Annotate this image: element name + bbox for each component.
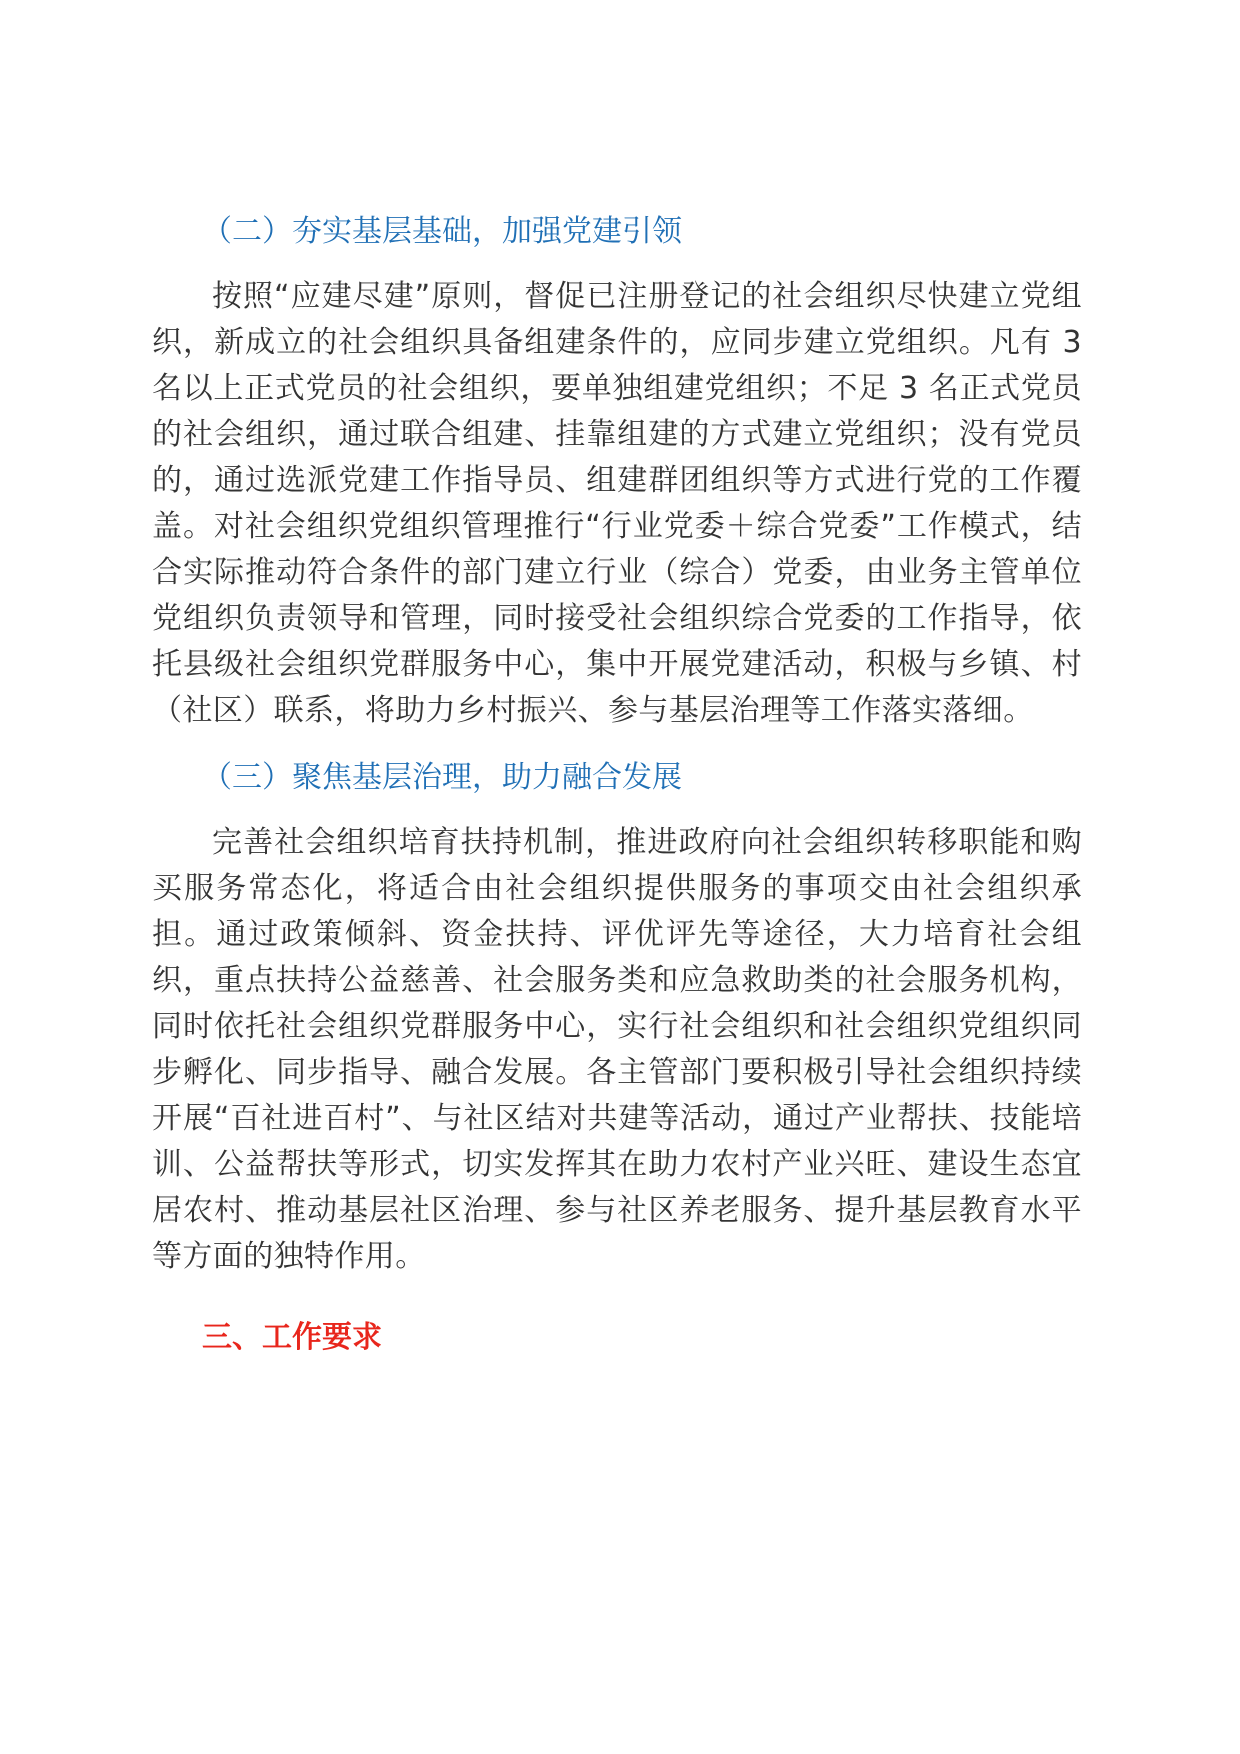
section-3-paragraph: 完善社会组织培育扶持机制，推进政府向社会组织转移职能和购买服务常态化，将适合由社会组织提供服务的事项交由社会组织承担。通过政策倾斜、资金扶持、评优评先等途径，大力培育社会组织，重点扶持公益慈善、社会服务类和应急救助类的社会服务机构，同时依托社会组织党群服务中心，实行社会组织和社会组织党组织同步孵化、同步指导、融合发展。各主管部门要积极引导社会组织持续开展“百社进百村”、与社区结对共建等活动，通过产业帮扶、技能培训、公益帮扶等形式，切实发挥其在助力农村产业兴旺、建设生态宜居农村、推动基层社区治理、参与社区养老服务、提升基层教育水平等方面的独特作用。 — [152, 825, 1082, 1274]
part-3-heading: 三、工作要求 — [202, 1320, 382, 1355]
document-body — [152, 208, 1082, 1380]
section-2-heading: （二）夯实基层基础，加强党建引领 — [202, 214, 682, 249]
section-3-heading: （三）聚焦基层治理，助力融合发展 — [202, 760, 682, 795]
section-2-paragraph: 按照“应建尽建”原则，督促已注册登记的社会组织尽快建立党组织，新成立的社会组织具备组建条件的，应同步建立党组织。凡有 3 名以上正式党员的社会组织，要单独组建党组织；不足 3 名正式党员的社会组织，通过联合组建、挂靠组建的方式建立党组织；没有党员的，通过选派党建工作指导员、组建群团组织等方式进行党的工作覆盖。对社会组织党组织管理推行“行业党委＋综合党委”工作模式，结合实际推动符合条件的部门建立行业（综合）党委，由业务主管单位党组织负责领导和管理，同时接受社会组织综合党委的工作指导，依托县级社会组织党群服务中心，集中开展党建活动，积极与乡镇、村（社区）联系，将助力乡村振兴、参与基层治理等工作落实落细。 — [152, 279, 1082, 728]
